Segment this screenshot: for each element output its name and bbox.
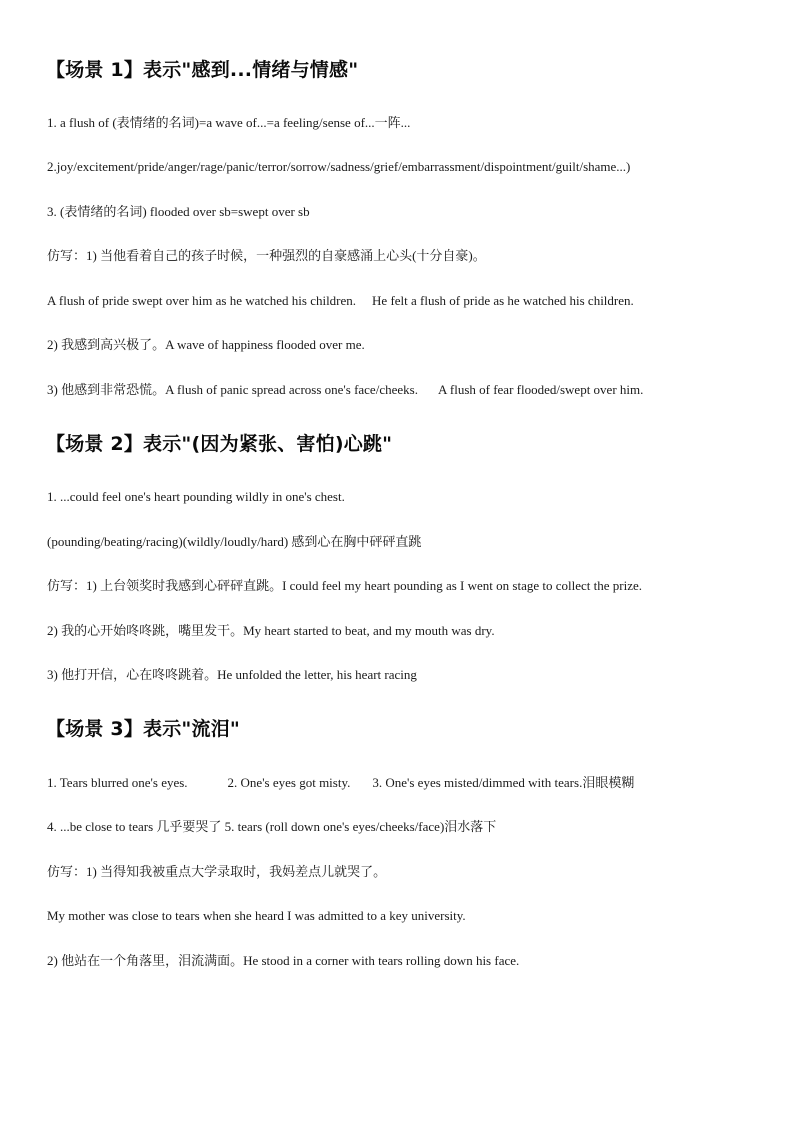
scene1-line-7 <box>47 381 643 399</box>
scene2-line-5: 3) 他打开信，心在咚咚跳着。He unfolded the letter, his heart racing <box>47 667 417 682</box>
scene1-line-1: 1. a flush of (表情绪的名词)=a wave of...=a feeling/sense of...一阵... <box>47 115 411 130</box>
scene1-line-2: 2.joy/excitement/pride/anger/rage/panic/terror/sorrow/sadness/grief/embarrassment/dispointment/guilt/shame...) <box>47 159 631 174</box>
scene1-line-5-a: A flush of pride swept over him as he watched his children. <box>47 293 357 308</box>
scene3-line-5: 2) 他站在一个角落里，泪流满面。He stood in a corner with tears rolling down his face. <box>47 953 520 968</box>
scene3-line-2: 4. ...be close to tears 几乎要哭了 5. tears (roll down one's eyes/cheeks/face)泪水落下 <box>47 819 497 834</box>
scene1-line-6: 2) 我感到高兴极了。A wave of happiness flooded over me. <box>47 337 365 352</box>
scene1-heading: 【场景 1】表示"感到...情绪与情感" <box>46 59 359 81</box>
scene2-line-3: 仿写：1) 上台领奖时我感到心砰砰直跳。I could feel my heart pounding as I went on stage to collect the prize. <box>47 578 642 593</box>
scene3-line-1 <box>47 774 634 792</box>
scene1-line-3: 3. (表情绪的名词) flooded over sb=swept over sb <box>47 204 310 219</box>
scene1-line-5-b: He felt a flush of pride as he watched his children. <box>372 293 634 308</box>
scene3-line-1-c: 3. One's eyes misted/dimmed with tears.泪眼模糊 <box>372 775 635 790</box>
scene2-line-1: 1. ...could feel one's heart pounding wildly in one's chest. <box>47 489 345 504</box>
scene2-heading: 【场景 2】表示"(因为紧张、害怕)心跳" <box>46 433 393 455</box>
scene3-line-1-a: 1. Tears blurred one's eyes. <box>47 775 188 790</box>
scene3-line-1-b: 2. One's eyes got misty. <box>227 775 351 790</box>
scene3-heading: 【场景 3】表示"流泪" <box>46 718 241 740</box>
scene1-line-7-b: A flush of fear flooded/swept over him. <box>437 382 644 397</box>
scene1-line-5 <box>47 292 634 310</box>
scene1-line-4: 仿写：1) 当他看着自己的孩子时候，一种强烈的自豪感涌上心头(十分自豪)。 <box>47 248 486 263</box>
scene2-line-2: (pounding/beating/racing)(wildly/loudly/hard) 感到心在胸中砰砰直跳 <box>47 534 422 549</box>
scene2-line-4: 2) 我的心开始咚咚跳，嘴里发干。My heart started to beat, and my mouth was dry. <box>47 623 495 638</box>
scene3-line-4: My mother was close to tears when she heard I was admitted to a key university. <box>47 908 466 923</box>
scene3-line-3: 仿写：1) 当得知我被重点大学录取时，我妈差点儿就哭了。 <box>47 864 387 879</box>
scene1-line-7-a: 3) 他感到非常恐慌。A flush of panic spread across one's face/cheeks. <box>47 382 418 397</box>
